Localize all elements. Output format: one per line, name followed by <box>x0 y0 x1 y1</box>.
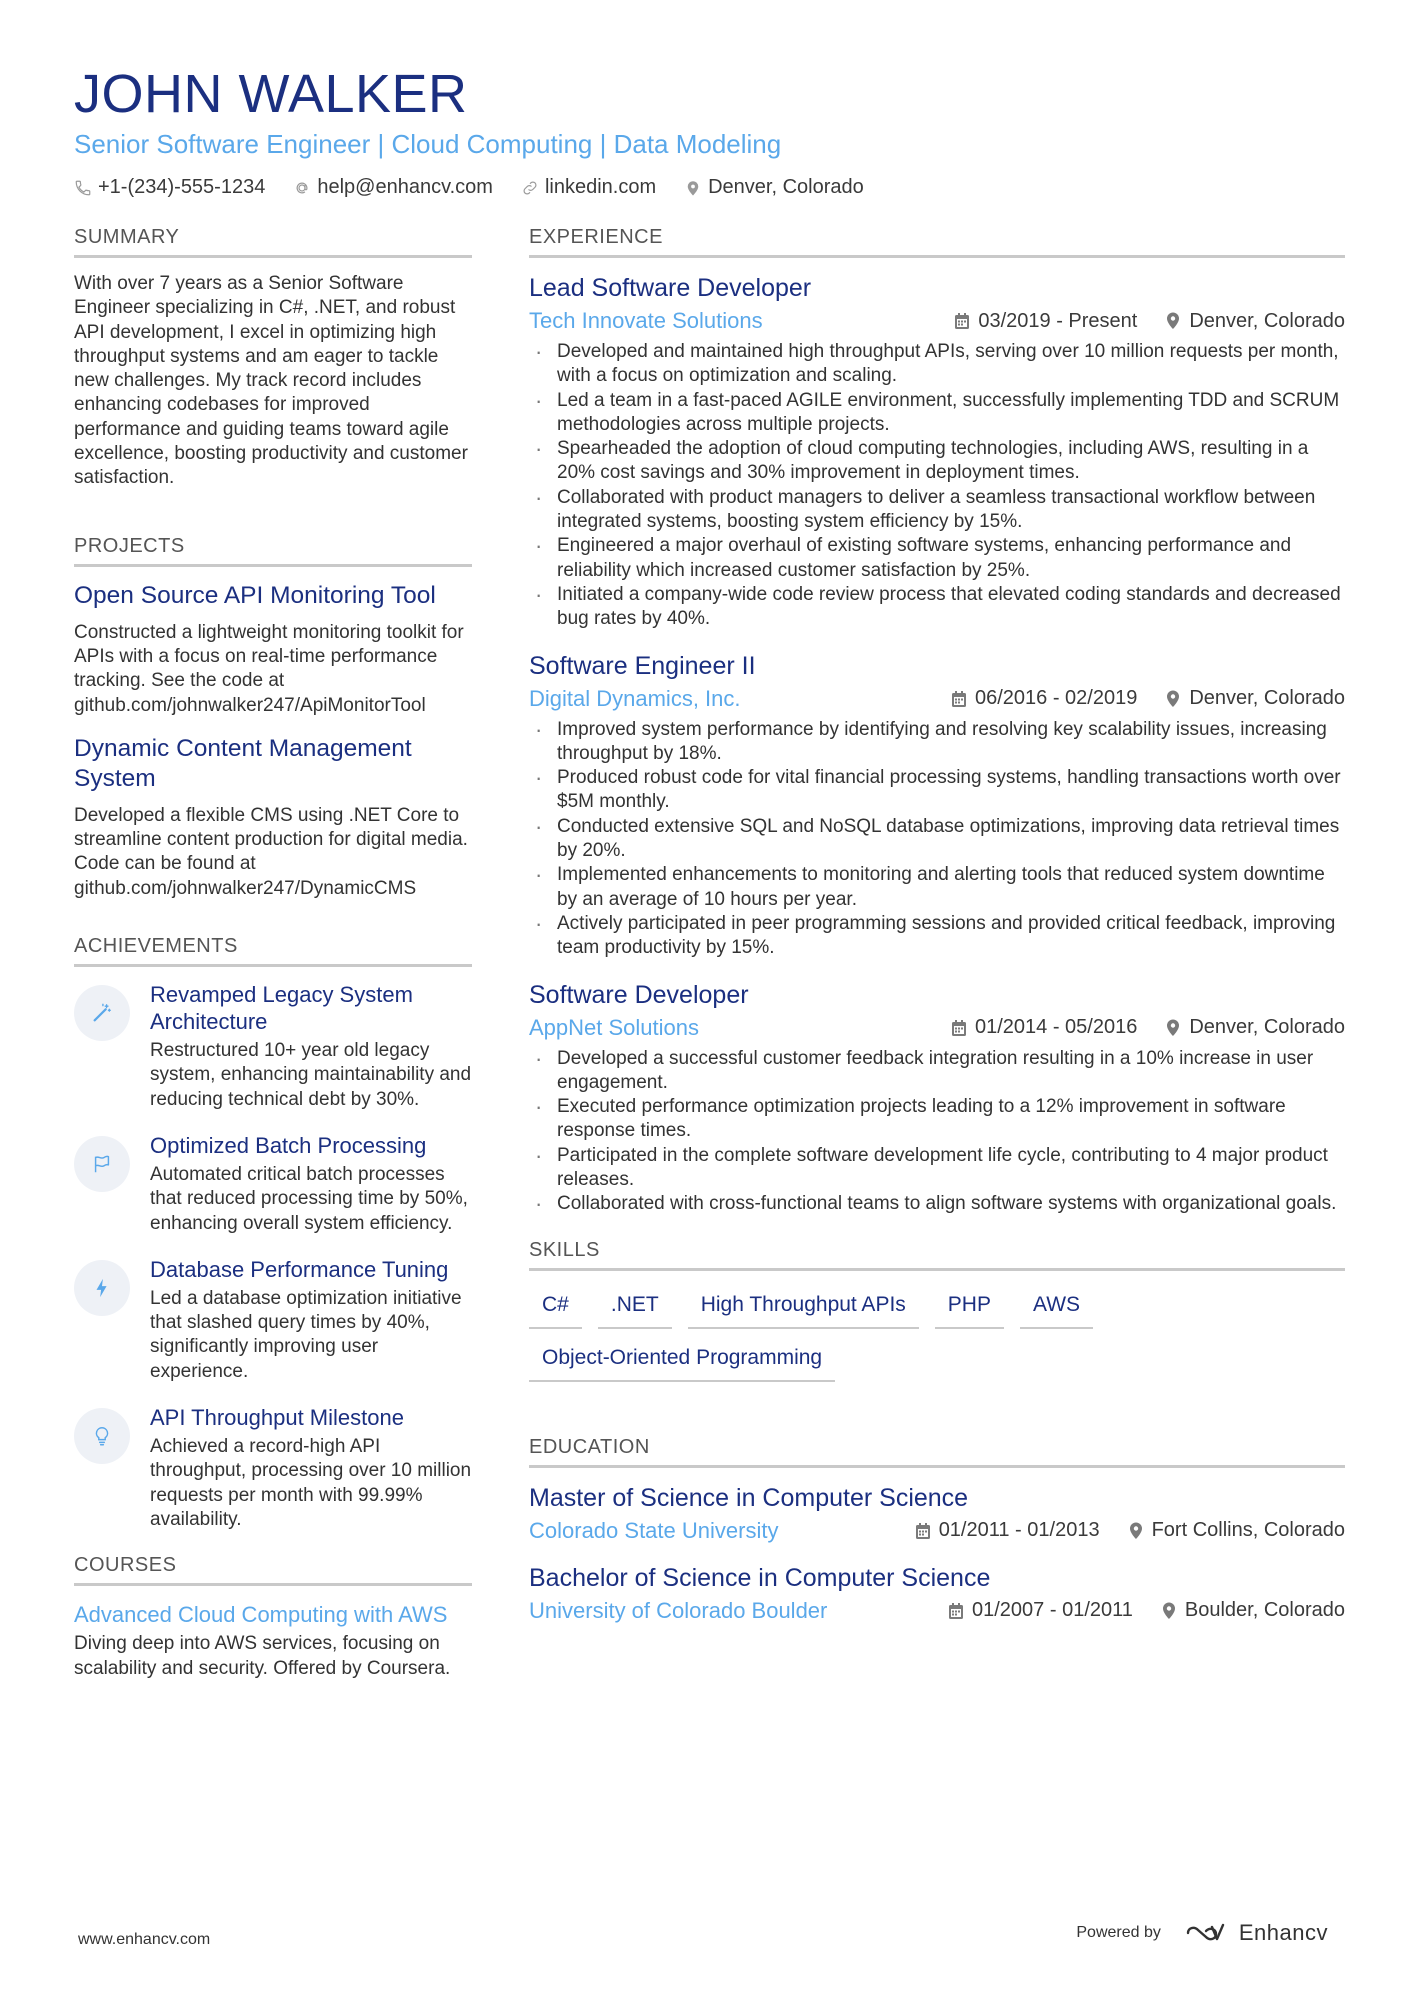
at-sign-icon <box>293 179 311 197</box>
job-bullet: · Produced robust code for vital financial processing systems, handling transactions worth over $5M monthly. <box>529 766 1345 815</box>
summary-section <box>74 226 472 491</box>
company-name: Tech Innovate Solutions <box>529 308 763 333</box>
contact-location <box>684 176 864 199</box>
job-location <box>1165 687 1345 710</box>
skills-section <box>529 1239 1345 1382</box>
achievement-item <box>74 1256 472 1384</box>
job-title: Software Developer <box>529 980 749 1009</box>
job-meta <box>529 684 1345 714</box>
job-meta-right <box>951 687 1345 710</box>
footer-branding <box>1076 1920 1328 1946</box>
location-text: Denver, Colorado <box>708 176 864 198</box>
skill-list <box>529 1285 1345 1382</box>
achievement-icon-wrap <box>74 985 130 1041</box>
linkedin-text[interactable]: linkedin.com <box>544 176 657 198</box>
achievement-item <box>74 1404 472 1532</box>
lightning-icon <box>91 1277 113 1299</box>
map-pin-icon <box>1128 1522 1144 1540</box>
job-location-text: Denver, Colorado <box>1189 687 1345 710</box>
job-meta-right <box>954 310 1345 333</box>
job-bullet: · Initiated a company-wide code review process that elevated coding standards and decreased bug rates by 40%. <box>529 583 1345 632</box>
achievement-body <box>150 1404 472 1532</box>
degree-title: Master of Science in Computer Science <box>529 1483 969 1512</box>
job-location <box>1165 1016 1345 1039</box>
education-dates-text: 01/2011 - 01/2013 <box>938 1519 1100 1542</box>
footer-website[interactable]: www.enhancv.com <box>78 1931 211 1948</box>
map-pin-icon <box>1161 1602 1177 1620</box>
job-location-text: Denver, Colorado <box>1189 1016 1345 1039</box>
job-bullets <box>529 718 1345 961</box>
section-title: SUMMARY <box>74 226 472 258</box>
achievement-title: Revamped Legacy System Architecture <box>150 982 413 1035</box>
education-section <box>529 1436 1345 1626</box>
education-location <box>1128 1519 1345 1542</box>
experience-section <box>529 226 1345 1217</box>
education-location <box>1161 1599 1345 1622</box>
job-meta <box>529 306 1345 336</box>
job-dates <box>951 1016 1137 1039</box>
achievement-body <box>150 1132 472 1236</box>
left-column <box>74 226 472 1681</box>
course-title: Advanced Cloud Computing with AWS <box>74 1602 448 1628</box>
achievements-section <box>74 935 472 1532</box>
achievement-text: Restructured 10+ year old legacy system, enhancing maintainability and reducing technical debt by 30%. <box>150 1040 472 1110</box>
link-icon <box>521 179 539 197</box>
job-bullet: · Actively participated in peer programming sessions and provided critical feedback, improving team productivity by 15%. <box>529 912 1345 961</box>
map-pin-icon <box>1165 690 1181 708</box>
skill-tag: C# <box>529 1291 582 1329</box>
job-bullet: · Developed and maintained high throughput APIs, serving over 10 million requests per month, with a focus on optimization and scaling. <box>529 340 1345 389</box>
job-dates <box>954 310 1137 333</box>
brand-name: Enhancv <box>1238 1920 1328 1945</box>
achievement-title: Optimized Batch Processing <box>150 1132 427 1158</box>
job-bullet: · Led a team in a fast-paced AGILE environment, successfully implementing TDD and SCRUM methodologies across multiple projects. <box>529 389 1345 438</box>
achievement-body <box>150 981 472 1112</box>
course-item <box>74 1600 472 1681</box>
achievement-icon-wrap <box>74 1408 130 1464</box>
courses-section <box>74 1554 472 1681</box>
job-location <box>1165 310 1345 333</box>
achievement-item <box>74 981 472 1112</box>
magic-wand-icon <box>91 1002 113 1024</box>
achievement-body <box>150 1256 472 1384</box>
resume-header <box>74 62 1344 199</box>
calendar-icon <box>954 312 970 330</box>
summary-text: With over 7 years as a Senior Software Engineer specializing in C#, .NET, and robust API development, I excel in optimizing high throughput systems and am eager to tackle new challenges. My track record includes enhancing codebases for improved performance and guiding teams toward agile excellence, boosting productivity and customer satisfaction. <box>74 273 468 489</box>
job-dates-text: 06/2016 - 02/2019 <box>974 687 1138 710</box>
calendar-icon <box>915 1522 931 1540</box>
section-title: COURSES <box>74 1554 472 1586</box>
job-dates-text: 01/2014 - 05/2016 <box>974 1016 1138 1039</box>
map-pin-icon <box>1165 312 1181 330</box>
education-dates <box>915 1519 1100 1542</box>
job-bullet: · Collaborated with cross-functional teams to align software systems with organizational goals. <box>529 1192 1345 1216</box>
job-title: Software Engineer II <box>529 651 756 680</box>
job-bullet: · Engineered a major overhaul of existing software systems, enhancing performance and reliability which increased customer satisfaction by 25%. <box>529 534 1345 583</box>
job-bullet: · Collaborated with product managers to deliver a seamless transactional workflow between integrated systems, boosting system efficiency by 15%. <box>529 486 1345 535</box>
flag-icon <box>91 1153 113 1175</box>
job-bullets <box>529 1047 1345 1217</box>
job-dates <box>951 687 1137 710</box>
achievement-text: Achieved a record-high API throughput, processing over 10 million requests per month with 99.99% availability. <box>150 1436 472 1530</box>
contact-phone <box>74 176 265 199</box>
job-bullet: · Improved system performance by identifying and resolving key scalability issues, increasing throughput by 18%. <box>529 718 1345 767</box>
map-pin-icon <box>1165 1019 1181 1037</box>
school-name: Colorado State University <box>529 1517 779 1543</box>
job-bullets <box>529 340 1345 632</box>
education-meta <box>529 1516 1345 1546</box>
contact-linkedin[interactable] <box>521 176 656 199</box>
achievement-title: Database Performance Tuning <box>150 1256 449 1282</box>
degree-title: Bachelor of Science in Computer Science <box>529 1563 991 1592</box>
calendar-icon <box>951 690 967 708</box>
project-description: Constructed a lightweight monitoring toolkit for APIs with a focus on real-time performance tracking. See the code at github.com/johnwalker247/ApiMonitorTool <box>74 621 464 716</box>
skill-tag: .NET <box>598 1291 672 1329</box>
education-entry <box>529 1562 1345 1626</box>
education-location-text: Boulder, Colorado <box>1184 1599 1345 1622</box>
education-dates <box>948 1599 1133 1622</box>
company-name: AppNet Solutions <box>529 1014 699 1040</box>
education-meta-right <box>948 1599 1345 1622</box>
job-bullet: · Executed performance optimization projects leading to a 12% improvement in software response times. <box>529 1095 1345 1144</box>
job-meta-right <box>951 1016 1345 1039</box>
section-title: SKILLS <box>529 1239 1345 1271</box>
skill-tag: Object-Oriented Programming <box>529 1344 835 1382</box>
calendar-icon <box>948 1602 964 1620</box>
section-title: ACHIEVEMENTS <box>74 935 472 967</box>
job-bullet: · Spearheaded the adoption of cloud computing technologies, including AWS, resulting in a 20% cost savings and 30% improvement in deployment times. <box>529 437 1345 486</box>
course-description: Diving deep into AWS services, focusing on scalability and security. Offered by Coursera. <box>74 1633 451 1679</box>
right-column <box>529 226 1345 1642</box>
achievement-icon-wrap <box>74 1136 130 1192</box>
job-title: Lead Software Developer <box>529 274 812 302</box>
job-dates-text: 03/2019 - Present <box>978 309 1138 332</box>
achievement-text: Automated critical batch processes that reduced processing time by 50%, enhancing overall system efficiency. <box>150 1163 468 1234</box>
job-bullet: · Participated in the complete software development life cycle, contributing to 4 major product releases. <box>529 1144 1345 1193</box>
job-bullet: · Developed a successful customer feedback integration resulting in a 10% increase in user engagement. <box>529 1047 1345 1096</box>
job-bullet: · Conducted extensive SQL and NoSQL database optimizations, improving data retrieval times by 20%. <box>529 815 1345 864</box>
candidate-tagline: Senior Software Engineer | Cloud Computing | Data Modeling <box>74 129 782 159</box>
achievement-item <box>74 1132 472 1236</box>
education-meta-right <box>915 1519 1345 1542</box>
phone-icon <box>74 179 92 197</box>
job-entry <box>529 272 1345 632</box>
job-location-text: Denver, Colorado <box>1189 309 1345 332</box>
candidate-name: JOHN WALKER <box>74 64 468 124</box>
job-entry <box>529 650 1345 961</box>
calendar-icon <box>951 1019 967 1037</box>
achievement-text: Led a database optimization initiative that slashed query times by 40%, significantly improving user experience. <box>150 1287 462 1382</box>
school-name: University of Colorado Boulder <box>529 1597 828 1623</box>
contact-row <box>74 176 1344 199</box>
projects-section <box>74 535 472 901</box>
lightbulb-icon <box>91 1425 113 1447</box>
enhancv-logo-icon <box>1185 1921 1231 1945</box>
education-dates-text: 01/2007 - 01/2011 <box>972 1599 1133 1622</box>
contact-email[interactable] <box>293 176 493 199</box>
skill-tag: AWS <box>1020 1291 1093 1329</box>
achievement-icon-wrap <box>74 1260 130 1316</box>
project-title: Open Source API Monitoring Tool <box>74 581 436 609</box>
project-description: Developed a flexible CMS using .NET Core to streamline content production for digital media. Code can be found at github.com/johnwalker247/DynamicCMS <box>74 804 468 899</box>
map-pin-icon <box>684 179 702 197</box>
job-bullet: · Implemented enhancements to monitoring and alerting tools that reduced system downtime by an average of 10 hours per year. <box>529 863 1345 912</box>
phone-text: +1-(234)-555-1234 <box>98 176 266 198</box>
section-title: PROJECTS <box>74 535 472 567</box>
skill-tag: PHP <box>935 1291 1004 1329</box>
brand-logo[interactable] <box>1185 1920 1328 1946</box>
skill-tag: High Throughput APIs <box>688 1291 919 1329</box>
education-entry <box>529 1482 1345 1546</box>
powered-by-text: Powered by <box>1076 1924 1161 1941</box>
job-entry <box>529 979 1345 1217</box>
section-title: EXPERIENCE <box>529 226 1345 258</box>
project-item <box>74 581 472 718</box>
project-title: Dynamic Content Management System <box>74 734 412 792</box>
education-location-text: Fort Collins, Colorado <box>1151 1519 1345 1542</box>
achievement-title: API Throughput Milestone <box>150 1405 404 1431</box>
education-meta <box>529 1596 1345 1626</box>
company-name: Digital Dynamics, Inc. <box>529 685 741 711</box>
job-meta <box>529 1013 1345 1043</box>
project-item <box>74 734 472 901</box>
section-title: EDUCATION <box>529 1436 1345 1468</box>
email-text[interactable]: help@enhancv.com <box>317 176 493 198</box>
